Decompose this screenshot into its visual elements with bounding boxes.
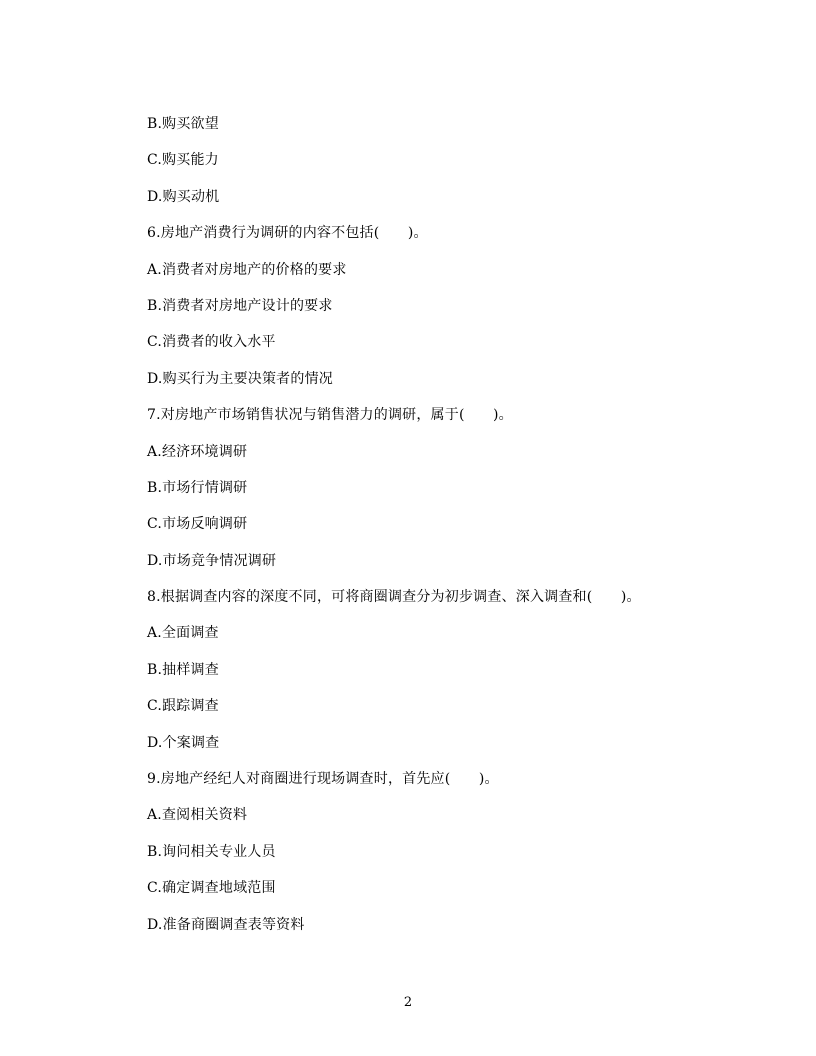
option-a-q6: A.消费者对房地产的价格的要求 — [147, 261, 347, 278]
option-b-q9: B.询问相关专业人员 — [147, 843, 276, 860]
option-b-q8: B.抽样调查 — [147, 661, 219, 678]
option-c-q5: C.购买能力 — [147, 152, 219, 169]
option-b-q7: B.市场行情调研 — [147, 479, 248, 496]
option-c-q9: C.确定调查地域范围 — [147, 880, 276, 897]
option-a-q8: A.全面调查 — [147, 625, 219, 642]
option-c-q8: C.跟踪调查 — [147, 698, 219, 715]
page-number: 2 — [403, 995, 413, 1010]
option-b-q6: B.消费者对房地产设计的要求 — [147, 297, 333, 314]
question-7: 7.对房地产市场销售状况与销售潜力的调研，属于( )。 — [147, 407, 513, 424]
option-d-q5: D.购买动机 — [147, 188, 220, 205]
option-d-q6: D.购买行为主要决策者的情况 — [147, 370, 333, 387]
option-d-q8: D.个案调查 — [147, 734, 220, 751]
page-content — [147, 113, 707, 950]
option-b-q5: B.购买欲望 — [147, 116, 219, 132]
option-d-q9: D.准备商圈调查表等资料 — [147, 916, 305, 933]
option-c-q7: C.市场反响调研 — [147, 516, 248, 533]
option-c-q6: C.消费者的收入水平 — [147, 334, 276, 351]
option-a-q9: A.查阅相关资料 — [147, 807, 248, 824]
question-8: 8.根据调查内容的深度不同，可将商圈调查分为初步调查、深入调查和( )。 — [147, 589, 641, 606]
question-6: 6.房地产消费行为调研的内容不包括( )。 — [147, 225, 428, 242]
option-d-q7: D.市场竞争情况调研 — [147, 552, 277, 569]
question-9: 9.房地产经纪人对商圈进行现场调查时，首先应( )。 — [147, 771, 499, 788]
option-a-q7: A.经济环境调研 — [147, 443, 248, 460]
